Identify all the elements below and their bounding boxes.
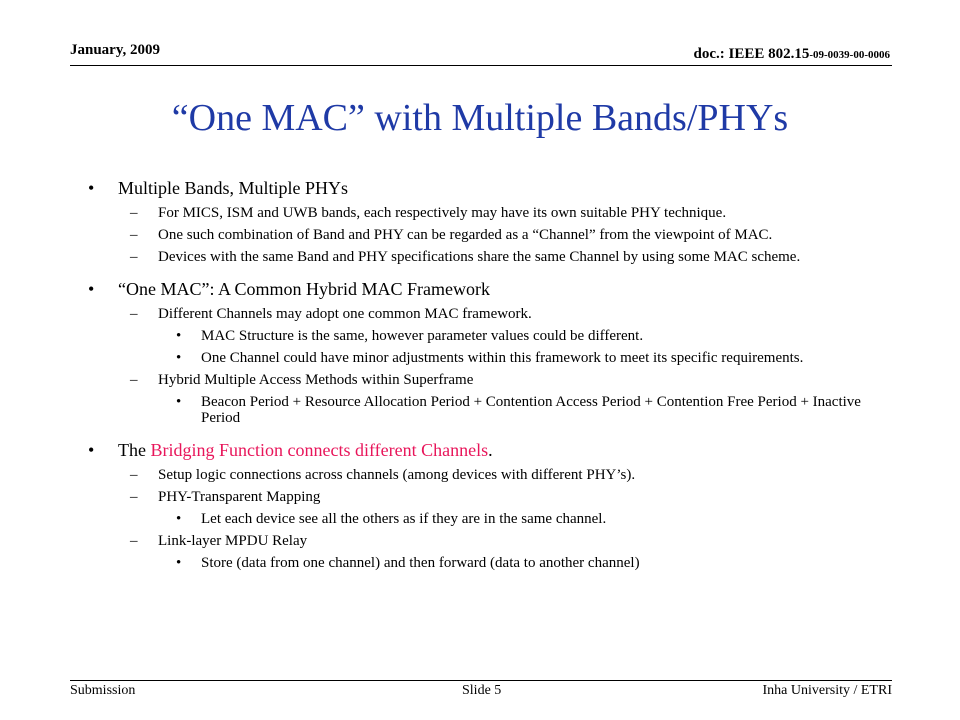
dash-icon: – [130,306,138,322]
sub-bullet-text: Devices with the same Band and PHY specifications share the same Channel by using some MAC scheme. [158,249,801,265]
bullet-dot-icon: • [176,328,182,344]
header-doc-id [693,46,890,63]
sub-bullet [88,249,878,265]
bullet-text: “One MAC”: A Common Hybrid MAC Framework [118,279,490,299]
footer-slide-number: Slide 5 [462,683,502,698]
dash-icon: – [130,249,138,265]
bullet-text-prefix: The [118,440,151,460]
sub-bullet [88,227,878,243]
doc-number: -09-0039-00-0006 [809,49,890,61]
sub-sub-bullet [88,555,878,571]
bullet-dot-icon: • [88,440,95,460]
bullet-dot-icon: • [88,178,95,198]
bullet-bridging-function [88,440,878,461]
bullet-text: Multiple Bands, Multiple PHYs [118,178,349,198]
sub-bullet-text: PHY-Transparent Mapping [158,489,321,505]
sub-bullet [88,306,878,322]
dash-icon: – [130,489,138,505]
footer-submission: Submission [70,683,136,698]
bullet-one-mac [88,279,878,300]
sub-sub-bullet [88,511,878,527]
header-date: January, 2009 [70,42,161,58]
sub-sub-bullet [88,328,878,344]
sub-bullet [88,467,878,483]
sub-bullet-text: For MICS, ISM and UWB bands, each respectively may have its own suitable PHY technique. [158,205,727,221]
dash-icon: – [130,533,138,549]
sub-sub-bullet-text: Store (data from one channel) and then forward (data to another channel) [201,555,640,571]
sub-bullet [88,489,878,505]
dash-icon: – [130,467,138,483]
sub-bullet [88,205,878,221]
footer-divider [70,680,892,681]
doc-prefix: doc.: IEEE 802.15 [693,46,810,62]
sub-bullet-text: Setup logic connections across channels (among devices with different PHY’s). [158,467,636,483]
highlighted-text: Bridging Function connects different Channels [150,440,489,460]
slide-title: “One MAC” with Multiple Bands/PHYs [171,97,789,139]
sub-sub-bullet-text: Let each device see all the others as if they are in the same channel. [201,511,607,527]
sub-bullet-text: Hybrid Multiple Access Methods within Superframe [158,372,474,388]
dash-icon: – [130,205,138,221]
sub-bullet-text: Link-layer MPDU Relay [158,533,308,549]
footer-affiliation: Inha University / ETRI [762,683,892,698]
sub-sub-bullet-text: One Channel could have minor adjustments within this framework to meet its specific requirements. [201,350,804,366]
bullet-dot-icon: • [176,394,182,410]
bullet-dot-icon: • [176,511,182,527]
sub-bullet-text: Different Channels may adopt one common MAC framework. [158,306,532,322]
bullet-text-suffix: . [488,440,493,460]
bullet-dot-icon: • [176,350,182,366]
sub-bullet [88,533,878,549]
header-divider [70,65,892,66]
sub-sub-bullet [88,394,878,426]
dash-icon: – [130,372,138,388]
sub-bullet [88,372,878,388]
sub-sub-bullet-text: Beacon Period + Resource Allocation Period + Contention Access Period + Contention Free Period + Inactive Period [201,394,861,426]
sub-sub-bullet-text: MAC Structure is the same, however parameter values could be different. [201,328,644,344]
sub-bullet-text: One such combination of Band and PHY can be regarded as a “Channel” from the viewpoint of MAC. [158,227,773,243]
sub-sub-bullet [88,350,878,366]
bullet-multiple-bands [88,178,878,199]
bullet-dot-icon: • [88,279,95,299]
slide-body [88,178,878,571]
dash-icon: – [130,227,138,243]
bullet-dot-icon: • [176,555,182,571]
